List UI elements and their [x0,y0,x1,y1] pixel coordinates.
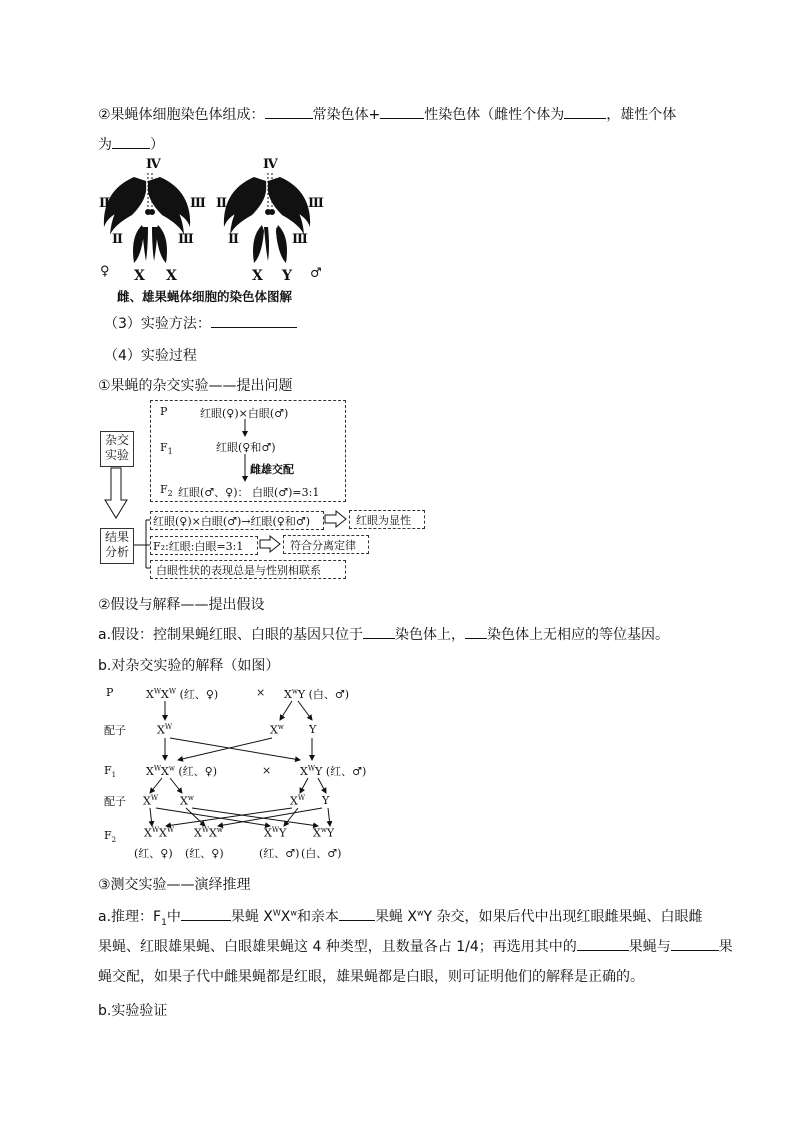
hypothesis-heading: ②假设与解释——提出假设 [98,597,265,613]
female-symbol: ♀ [100,264,110,279]
gen-gamete-y: Y [309,723,317,736]
gen-f1-gamete-2: $X^w$ [180,794,194,808]
gen-p-female: $X^WX^W$ (红、♀) [146,687,219,701]
roman-ii-female-bottom: Ⅱ [112,232,123,247]
roman-iii-female-top: Ⅲ [190,196,206,211]
hypothesis-b: b.对杂交实验的解释（如图） [98,658,280,674]
gen-p-label: P [106,686,114,699]
result-row2-text: F₂:红眼:白眼=3:1 [153,540,244,553]
gen-f1-gamete-3: $X^W$ [290,794,306,808]
roman-iii-female-bottom: Ⅲ [178,232,194,247]
chromosome-caption: 雌、雄果蝇体细胞的染色体图解 [117,289,293,304]
cross-label: 杂交实验 [105,433,130,462]
hypothesis-a: a.假设：控制果蝇红眼、白眼的基因只位于 染色体上， 染色体上无相应的等位基因。 [98,627,670,643]
method-line: （3）实验方法： [104,313,297,333]
result-row3-text: 白眼性状的表现总是与性别相联系 [156,564,321,577]
gen-f2-label: $F_2$ [104,829,117,845]
cross-f2-label: $F_2$ [160,483,173,499]
gen-gamete-label-2: 配子 [104,795,126,808]
cross-f2-text: 红眼(♂、♀)： 白眼(♂)=3:1 [178,486,320,499]
gen-f1-label: $F_1$ [104,764,117,780]
gen-gamete-label-1: 配子 [104,724,126,737]
roman-iv-male: Ⅳ [263,157,278,172]
gen-o3: (红、♂) [259,847,300,860]
roman-ii-female-top: Ⅱ [99,196,110,211]
gen-f1-female: $X^WX^w$ (红、♀) [146,764,218,778]
gen-gamete-xw-female: $X^W$ [157,723,173,737]
gen-f1-gamete-4: Y [322,794,330,807]
inference-line2: 果蝇、红眼雄果蝇、白眼雄果蝇这 4 种类型，且数量各占 1/4；再选用其中的 果蝇与 果 [98,939,733,955]
roman-iii-male-top: Ⅲ [308,196,324,211]
result-row1-text: 红眼(♀)×白眼(♂)→红眼(♀和♂) [153,515,310,528]
gen-p-male: $X^wY$ (白、♂) [284,687,350,701]
male-x-label: X [252,268,263,284]
cross-experiment-heading: ①果蝇的杂交实验——提出问题 [98,378,293,394]
testcross-heading: ③测交实验——演绎推理 [98,877,251,893]
gen-o2: (红、♀) [185,847,224,860]
inference-line1: a.推理：$F_1$中 果蝇 $X^WX^w$和亲本 果蝇 $X^wY$ 杂交，如果后代中出现红眼雌果蝇、白眼雌 [98,908,703,928]
cross-p-text: 红眼(♀)×白眼(♂) [200,407,289,420]
chromosome-composition-line2: 为 ） [98,137,164,153]
female-x2-label: X [166,268,177,284]
gen-o1: (红、♀) [134,847,173,860]
result-row1-out: 红眼为显性 [356,514,411,527]
cross-f1-text: 红眼(♀和♂) [216,441,276,454]
gen-o4: (白、♂) [301,847,342,860]
roman-iv-female: Ⅳ [146,157,161,172]
result-row2-out: 符合分离定律 [290,539,356,552]
male-y-label: Y [282,268,292,284]
gen-f2-4: $X^wY$ [313,826,335,840]
verification-heading: b.实验验证 [98,1003,168,1019]
male-symbol: ♂ [310,266,322,281]
gen-gamete-xw-male: $X^w$ [270,723,284,737]
roman-ii-male-bottom: Ⅱ [228,232,239,247]
chromosome-composition-line: ②果蝇体细胞染色体组成： 常染色体+ 性染色体（雌性个体为 ，雄性个体 [98,107,677,123]
cross-p-label: P [160,405,168,418]
cross-f1-label: $F_1$ [160,441,173,457]
inference-line3: 蝇交配，如果子代中雌果蝇都是红眼，雄果蝇都是白眼，则可证明他们的解释是正确的。 [98,969,644,985]
result-label: 结果分析 [105,530,130,559]
gen-f1-male: $X^WY$ (红、♂) [300,764,367,778]
female-x1-label: X [134,268,145,284]
gen-f2-3: $X^WY$ [264,826,287,840]
gen-f1-gamete-1: $X^W$ [143,794,159,808]
gen-times-p: × [256,686,266,699]
process-heading: （4）实验过程 [104,348,197,364]
gen-f2-2: $X^WX^w$ [194,826,223,840]
gen-times-f1: × [262,764,272,777]
cross-mating-text: 雌雄交配 [250,463,294,476]
roman-iii-male-bottom: Ⅲ [292,232,308,247]
roman-ii-male-top: Ⅱ [216,196,227,211]
gen-f2-1: $X^WX^W$ [144,826,175,840]
